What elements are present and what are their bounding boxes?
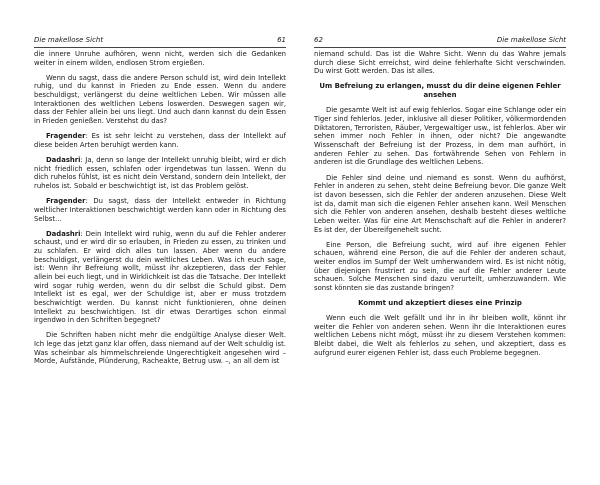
section-heading: Kommt und akzeptiert dieses eine Prinzip xyxy=(358,299,522,308)
page-number: 62 xyxy=(314,36,323,44)
paragraph-text: : Ja, denn so lange der Intellekt unruhig bleibt, wird er dich nicht friedlich essen, schlafen oder irgendetwas tun lassen. Wenn du dich ruhelos fühlst, ist es nicht dein Verstand, sondern dein Intellekt, der ruhelos ist. Sobald er beschwichtigt ist, ist das Problem gelöst. xyxy=(34,156,286,191)
paragraph: Eine Person, die Befreiung sucht, wird auf ihre eigenen Fehler schauen, während eine Person, die auf die Fehler der anderen schaut, weiter endlos im Sumpf der Welt umherwandern wird. Es ist nicht nötig, über diejenigen frustriert zu sein, die auf die Fehler anderer Leute schauen. Solche Menschen sind dazu verurteilt, umherzuwandern. Wie sonst könnten sie das zustande bringen? xyxy=(314,240,566,292)
right-page xyxy=(314,36,566,364)
paragraph-text: : Du sagst, dass der Intellekt entweder in Richtung weltlicher Interaktionen beschwichtigt werden kann oder in Richtung des Selbst… xyxy=(34,197,286,223)
left-page xyxy=(34,36,286,373)
speaker-label: Dadashri xyxy=(46,229,81,238)
paragraph: Die gesamte Welt ist auf ewig fehlerlos. Sogar eine Schlange oder ein Tiger sind fehlerlos. Jeder, inklusive all dieser Politiker, völkermordenden Diktatoren, Terroristen, Räuber, Vergewaltiger usw., ist fehlerlos. Aber wir sehen immer noch Fehler in ihnen, oder nicht? Die angewandte Wissenschaft der Befreiung ist der Prozess, in dem man aufhört, in anderen Fehler zu sehen. Das fortwährende Sehen von Fehlern in anderen ist die Grundlage des weltlichen Lebens. xyxy=(314,106,566,167)
paragraph: Die Fehler sind deine und niemand es sonst. Wenn du aufhörst, Fehler in anderen zu sehen, steht deine Befreiung bevor. Die ganze Welt ist davon besessen, sich die Fehler der anderen anzusehen. Diese Welt ist da, damit man sich die eigenen Fehler ansehen kann. Weil Menschen sich die Fehler von anderen ansehen, deshalb besteht dieses weltliche Leben weiter. Was für eine Art Menschschaft auf die Fehler in anderer? Es ist der, der Übereifgenehelt sucht. xyxy=(314,173,566,234)
speaker-label: Dadashri xyxy=(46,156,81,165)
page-number: 61 xyxy=(277,36,286,44)
speaker-label: Fragender xyxy=(46,132,86,141)
paragraph-text: Wenn du sagst, dass die andere Person schuld ist, wird dein Intellekt ruhig, und du kannst in Frieden zu Ende essen. Wenn du andere beschuldigst, verlängerst du deine weltlichen Leben. Wir müssen alle Interaktionen des weltlichen Lebens loswerden. Deswegen sagen wir, dass der Fehler allein bei uns liegt. Und auch dann kannst du dein Essen in Frieden genießen. Verstehst du das? xyxy=(34,73,286,126)
right-page-body xyxy=(314,50,566,357)
section-heading: Um Befreiung zu erlangen, musst du dir deine eigenen Fehler ansehen xyxy=(319,82,561,100)
paragraph-text: Die Schriften haben nicht mehr die endgültige Analyse dieser Welt. Ich lege das jetzt ganz klar offen, dass niemand auf der Welt schuldig ist. Was scheinbar als himmelschreiende Ungerechtigkeit angesehen wird – Morde, Aufstände, Plünderung, Racheakte, Betrug usw. –, an all dem ist xyxy=(34,331,286,366)
paragraph xyxy=(34,74,286,126)
paragraph xyxy=(34,50,286,67)
paragraph-text: die innere Unruhe aufhören, wenn nicht, werden sich die Gedanken weiter in einem wilden, endlosen Strom ergießen. xyxy=(34,50,286,67)
running-title: Die makellose Sicht xyxy=(34,36,104,44)
paragraph xyxy=(34,331,286,366)
paragraph-text: : Es ist sehr leicht zu verstehen, dass der Intellekt auf diese beiden Arten beruhigt werden kann. xyxy=(34,132,286,149)
paragraph-text: : Dein Intellekt wird ruhig, wenn du auf die Fehler anderer schaust, und er wird dir so erlauben, in Frieden zu essen, zu trinken und zu schlafen. Er wird dich alles tun lassen. Aber wenn du andere beschuldigst, verlängerst du dein weltliches Leben. Was ich euch sage, ist: Wenn ihr Befreiung wollt, müsst ihr akzeptieren, dass der Fehler allein bei euch liegt, und in Wirklichkeit ist das die Tatsache. Der Intellekt wird sogar ruhig werden, wenn du dir selbst die Schuld gibst. Dem Intellekt ist es egal, wer der Schuldige ist, aber er muss trotzdem beschwichtigt werden. Du kannst nicht funktionieren, ohne deinen Intellekt zu beschwichtigen. Ist dir etwas Derartiges schon einmal irgendwo in den Schriften begegnet? xyxy=(34,229,286,325)
left-running-header xyxy=(34,36,286,48)
paragraph xyxy=(34,230,286,325)
speaker-label: Fragender xyxy=(46,197,86,206)
left-page-body xyxy=(34,50,286,366)
paragraph xyxy=(34,197,286,223)
right-running-header xyxy=(314,36,566,48)
paragraph: niemand schuld. Das ist die Wahre Sicht. Wenn du das Wahre jemals durch diese Sicht erreichst, wird deine fehlerhafte Sicht verschwinden. Du wirst Gott werden. Das ist alles. xyxy=(314,50,566,76)
paragraph xyxy=(34,132,286,149)
paragraph xyxy=(34,156,286,191)
running-title: Die makellose Sicht xyxy=(496,36,566,44)
paragraph: Wenn euch die Welt gefällt und ihr in ihr bleiben wollt, könnt ihr weiter die Fehler von anderen sehen. Wenn ihr die Interaktionen eures weltlichen Lebens nicht mögt, müsst ihr zu diesem Verstehen kommen: Bleibt dabei, die Welt als fehlerlos zu sehen, und akzeptiert, dass es aufgrund eurer eigenen Fehler ist, dass euch Probleme begegnen. xyxy=(314,314,566,357)
